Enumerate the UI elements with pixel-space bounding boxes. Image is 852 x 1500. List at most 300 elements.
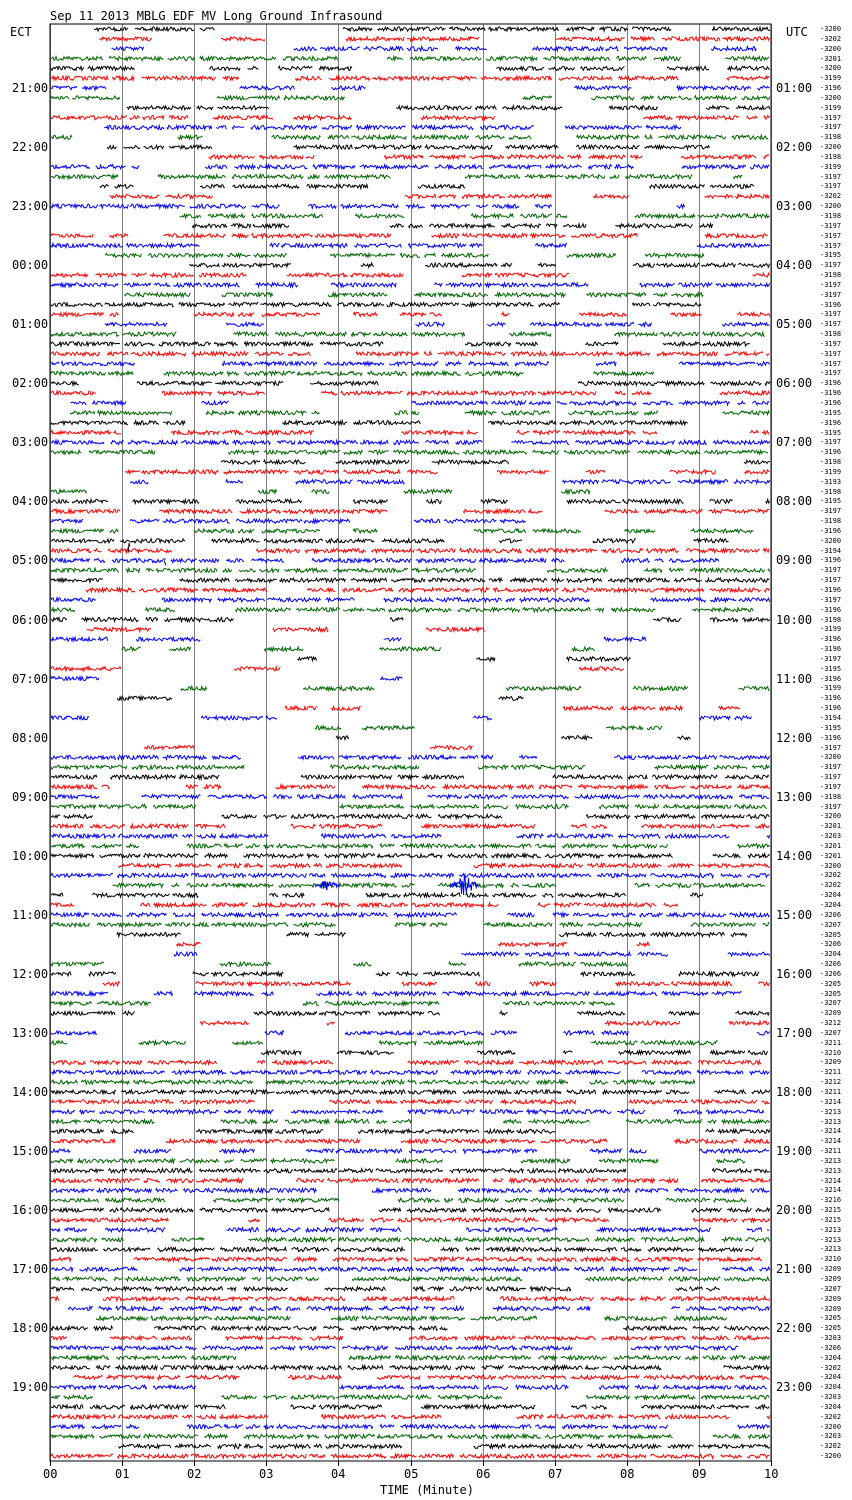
row-offset-label: -3214 <box>820 1137 842 1146</box>
trace-row-69 <box>285 706 740 710</box>
trace-row-139 <box>51 1395 769 1399</box>
row-offset-label: -3196 <box>820 526 842 535</box>
trace-row-116 <box>51 1169 770 1173</box>
trace-row-141 <box>51 1415 770 1419</box>
row-offset-label: -3213 <box>820 1117 842 1126</box>
row-offset-label: -3198 <box>820 487 842 496</box>
trace-row-72 <box>336 736 690 740</box>
row-offset-label: -3214 <box>820 1097 842 1106</box>
trace-row-24 <box>189 263 769 267</box>
trace-row-133 <box>51 1336 769 1340</box>
trace-row-128 <box>51 1287 720 1291</box>
trace-row-143 <box>51 1434 770 1438</box>
row-offset-label: -3198 <box>820 212 842 220</box>
trace-row-100 <box>51 1011 769 1015</box>
row-offset-label: -3206 <box>820 910 842 919</box>
ect-hour-label: 12:00 <box>12 966 49 981</box>
trace-row-77 <box>51 785 770 789</box>
row-offset-label: -3205 <box>820 1314 842 1323</box>
row-offset-label: -3196 <box>820 586 842 595</box>
row-offset-label: -3197 <box>820 654 842 663</box>
ect-hour-label: 17:00 <box>12 1262 49 1277</box>
row-offset-label: -3197 <box>820 231 842 240</box>
utc-hour-label: 09:00 <box>776 553 813 568</box>
row-offset-label: -3202 <box>820 34 842 43</box>
row-offset-label: -3207 <box>820 1028 842 1037</box>
row-offset-label: -3197 <box>820 507 842 516</box>
trace-row-13 <box>209 155 770 159</box>
row-offset-label: -3195 <box>820 408 842 417</box>
row-offset-label: -3196 <box>820 635 842 644</box>
row-offset-label: -3197 <box>820 113 842 122</box>
trace-row-54 <box>51 558 719 562</box>
trace-row-53 <box>51 549 769 553</box>
trace-row-73 <box>144 746 473 750</box>
x-tick-label: 04 <box>331 1467 346 1481</box>
row-offset-label: -3197 <box>820 369 842 378</box>
row-offset-label: -3197 <box>820 763 842 772</box>
utc-hour-label: 01:00 <box>776 81 813 96</box>
row-offset-label: -3207 <box>820 1284 842 1293</box>
trace-row-122 <box>51 1228 769 1232</box>
trace-row-101 <box>200 1021 769 1025</box>
trace-row-83 <box>51 844 770 848</box>
trace-row-39 <box>70 411 770 415</box>
row-offset-label: -3214 <box>820 1186 842 1195</box>
trace-row-123 <box>51 1238 769 1242</box>
trace-row-107 <box>51 1080 695 1084</box>
row-offset-label: -3196 <box>820 674 842 683</box>
row-offset-label: -3207 <box>820 999 842 1008</box>
ect-hour-label: 04:00 <box>12 494 49 509</box>
trace-row-15 <box>51 175 742 179</box>
ect-hour-label: 08:00 <box>12 730 49 745</box>
row-offset-label: -3204 <box>820 891 842 900</box>
trace-row-59 <box>51 608 753 612</box>
trace-row-18 <box>51 204 685 208</box>
trace-row-60 <box>51 618 770 622</box>
ect-hour-label: 16:00 <box>12 1203 49 1218</box>
row-offset-label: -3203 <box>820 832 842 841</box>
trace-row-87 <box>113 883 766 887</box>
trace-row-22 <box>51 243 770 247</box>
trace-row-112 <box>51 1129 770 1133</box>
trace-row-90 <box>51 913 770 917</box>
trace-row-43 <box>51 450 768 454</box>
trace-row-44 <box>221 460 770 464</box>
trace-row-74 <box>51 755 770 759</box>
row-offset-label: -3203 <box>820 1432 842 1441</box>
row-offset-label: -3215 <box>820 1215 842 1224</box>
row-offset-label: -3197 <box>820 221 842 230</box>
row-offset-label: -3198 <box>820 271 842 280</box>
x-tick-label: 03 <box>259 1467 274 1481</box>
trace-row-35 <box>51 371 654 375</box>
utc-hour-label: 10:00 <box>776 612 813 627</box>
trace-row-118 <box>51 1188 769 1192</box>
row-offset-label: -3196 <box>820 300 842 309</box>
row-offset-label: -3204 <box>820 1373 842 1382</box>
row-offset-label: -3196 <box>820 605 842 614</box>
right-axis-label: UTC <box>786 25 808 39</box>
left-axis-label: ECT <box>10 25 32 39</box>
trace-row-109 <box>51 1100 770 1104</box>
utc-hour-label: 23:00 <box>776 1380 813 1395</box>
row-offset-label: -3211 <box>820 1068 842 1077</box>
trace-row-127 <box>51 1277 770 1281</box>
trace-row-52 <box>51 539 729 543</box>
utc-hour-label: 13:00 <box>776 789 813 804</box>
row-offset-label: -3197 <box>820 172 842 181</box>
row-offset-label: -3204 <box>820 1353 842 1362</box>
trace-row-41 <box>51 430 769 434</box>
row-offset-label: -3196 <box>820 704 842 713</box>
row-offset-label: -3206 <box>820 960 842 969</box>
row-offset-label: -3200 <box>820 64 842 73</box>
trace-row-119 <box>51 1198 747 1202</box>
row-offset-label: -3200 <box>820 93 842 102</box>
row-offset-label: -3200 <box>820 202 842 211</box>
trace-row-96 <box>51 972 759 976</box>
trace-row-36 <box>51 381 770 385</box>
trace-row-113 <box>51 1139 770 1143</box>
ect-hour-label: 06:00 <box>12 612 49 627</box>
trace-row-56 <box>51 578 769 582</box>
trace-row-25 <box>51 273 769 277</box>
row-offset-label: -3210 <box>820 1048 842 1057</box>
row-offset-label: -3197 <box>820 339 842 348</box>
trace-row-126 <box>51 1267 770 1271</box>
row-offset-label: -3196 <box>820 733 842 742</box>
trace-row-2 <box>112 47 757 51</box>
utc-hour-label: 12:00 <box>776 730 813 745</box>
trace-row-124 <box>51 1247 753 1251</box>
x-tick-label: 06 <box>476 1467 491 1481</box>
row-offset-label: -3197 <box>820 576 842 585</box>
row-offset-label: -3209 <box>820 1304 842 1313</box>
row-offset-label: -3198 <box>820 517 842 526</box>
trace-row-99 <box>51 1001 615 1005</box>
trace-row-68 <box>117 696 523 700</box>
trace-row-145 <box>51 1454 769 1458</box>
row-offset-label: -3200 <box>820 536 842 545</box>
ect-hour-label: 05:00 <box>12 553 49 568</box>
plot-frame <box>50 24 771 1461</box>
row-offset-label: -3200 <box>820 143 842 152</box>
trace-row-17 <box>109 194 769 198</box>
trace-row-34 <box>51 362 770 366</box>
trace-row-144 <box>119 1444 770 1448</box>
trace-row-79 <box>51 805 767 809</box>
trace-row-33 <box>51 352 770 356</box>
row-offset-label: -3204 <box>820 1402 842 1411</box>
row-offset-label: -3197 <box>820 359 842 368</box>
row-offset-label: -3205 <box>820 1324 842 1333</box>
minute-gridlines <box>51 24 772 1461</box>
ect-hour-label: 11:00 <box>12 907 49 922</box>
trace-row-37 <box>51 391 770 395</box>
trace-row-132 <box>51 1326 769 1330</box>
ect-hour-label: 13:00 <box>12 1025 49 1040</box>
trace-row-121 <box>51 1218 770 1222</box>
x-tick-label: 08 <box>620 1467 635 1481</box>
row-offset-label: -3197 <box>820 123 842 132</box>
row-offset-label: -3197 <box>820 261 842 270</box>
row-offset-label: -3199 <box>820 103 842 112</box>
utc-hour-label: 04:00 <box>776 258 813 273</box>
trace-row-49 <box>51 509 770 513</box>
trace-row-62 <box>51 637 646 641</box>
trace-row-11 <box>51 135 768 139</box>
row-offset-label: -3213 <box>820 1225 842 1234</box>
event-burst-3 <box>164 561 165 566</box>
trace-row-67 <box>181 686 770 690</box>
trace-row-125 <box>51 1257 762 1261</box>
ect-hour-label: 15:00 <box>12 1144 49 1159</box>
x-tick-label: 07 <box>548 1467 563 1481</box>
trace-row-66 <box>51 677 402 681</box>
row-offset-label: -3202 <box>820 1442 842 1451</box>
utc-hour-label: 03:00 <box>776 199 813 214</box>
trace-row-104 <box>261 1051 768 1055</box>
trace-row-12 <box>107 145 709 149</box>
trace-row-134 <box>51 1346 738 1350</box>
trace-row-45 <box>125 470 770 474</box>
trace-row-78 <box>51 795 769 799</box>
row-offset-label: -3209 <box>820 1294 842 1303</box>
utc-hour-label: 19:00 <box>776 1144 813 1159</box>
ect-hour-label: 07:00 <box>12 671 49 686</box>
trace-row-20 <box>192 224 712 228</box>
row-offset-label: -3197 <box>820 320 842 329</box>
row-offset-label: -3196 <box>820 379 842 388</box>
trace-row-21 <box>51 234 768 238</box>
ect-hour-label: 19:00 <box>12 1380 49 1395</box>
utc-hour-label: 08:00 <box>776 494 813 509</box>
trace-row-58 <box>51 598 770 602</box>
x-tick-label: 01 <box>115 1467 130 1481</box>
row-offset-label: -3202 <box>820 871 842 880</box>
x-tick-label: 09 <box>692 1467 707 1481</box>
row-offset-label: -3201 <box>820 851 842 860</box>
trace-row-115 <box>51 1159 745 1163</box>
trace-row-129 <box>51 1297 770 1301</box>
row-offset-label: -3199 <box>820 162 842 171</box>
row-offset-label: -3202 <box>820 1363 842 1372</box>
trace-row-63 <box>122 647 595 651</box>
ect-hour-label: 01:00 <box>12 317 49 332</box>
row-offset-label: -3209 <box>820 1009 842 1018</box>
trace-row-130 <box>68 1306 769 1310</box>
row-offset-label: -3197 <box>820 438 842 447</box>
trace-row-86 <box>51 873 769 877</box>
utc-hour-label: 20:00 <box>776 1203 813 1218</box>
utc-hour-label: 17:00 <box>776 1025 813 1040</box>
row-offset-label: -3197 <box>820 566 842 575</box>
trace-row-46 <box>130 480 770 484</box>
row-offset-label: -3196 <box>820 418 842 427</box>
row-offset-label: -3197 <box>820 241 842 250</box>
trace-row-105 <box>51 1060 761 1064</box>
row-offset-label: -3213 <box>820 1156 842 1165</box>
row-offset-label: -3198 <box>820 152 842 161</box>
event-burst-0 <box>316 881 340 890</box>
row-offset-label: -3209 <box>820 1058 842 1067</box>
row-offset-label: -3197 <box>820 280 842 289</box>
trace-row-10 <box>104 125 681 129</box>
trace-row-108 <box>51 1090 770 1094</box>
trace-row-48 <box>51 499 770 503</box>
trace-row-5 <box>51 76 769 80</box>
row-offset-label: -3211 <box>820 1038 842 1047</box>
trace-row-110 <box>51 1110 764 1114</box>
trace-row-85 <box>119 864 770 868</box>
trace-row-31 <box>51 332 769 336</box>
trace-row-111 <box>51 1119 770 1123</box>
utc-hour-label: 16:00 <box>776 966 813 981</box>
trace-row-138 <box>51 1385 767 1389</box>
trace-row-95 <box>51 962 628 966</box>
trace-row-9 <box>51 116 770 120</box>
row-offset-label: -3210 <box>820 1255 842 1264</box>
row-offset-label: -3204 <box>820 900 842 909</box>
row-offset-label: -3197 <box>820 182 842 191</box>
row-offset-label: -3200 <box>820 1422 842 1431</box>
row-offset-label: -3195 <box>820 723 842 732</box>
row-offset-label: -3194 <box>820 546 842 555</box>
trace-row-117 <box>51 1179 770 1183</box>
trace-row-94 <box>174 952 770 956</box>
row-offset-label: -3204 <box>820 950 842 959</box>
trace-row-65 <box>51 667 624 671</box>
row-offset-label: -3196 <box>820 84 842 93</box>
row-offset-label: -3213 <box>820 1107 842 1116</box>
row-offset-label: -3213 <box>820 1235 842 1244</box>
utc-hour-label: 06:00 <box>776 376 813 391</box>
ect-hour-label: 18:00 <box>12 1321 49 1336</box>
row-offset-label: -3216 <box>820 1196 842 1205</box>
trace-row-142 <box>51 1425 770 1429</box>
trace-row-140 <box>51 1405 769 1409</box>
trace-row-55 <box>51 568 770 572</box>
trace-row-16 <box>100 184 754 188</box>
row-offset-label: -3195 <box>820 497 842 506</box>
row-offset-label: -3196 <box>820 556 842 565</box>
ect-hour-label: 10:00 <box>12 848 49 863</box>
row-offset-label: -3198 <box>820 792 842 801</box>
row-offset-label: -3195 <box>820 428 842 437</box>
row-offset-label: -3202 <box>820 1412 842 1421</box>
row-offset-label: -3199 <box>820 467 842 476</box>
trace-row-71 <box>315 726 662 730</box>
trace-row-27 <box>124 293 703 297</box>
ect-hour-label: 23:00 <box>12 199 49 214</box>
trace-row-114 <box>51 1149 769 1153</box>
ect-hour-label: 22:00 <box>12 140 49 155</box>
trace-row-76 <box>51 775 769 779</box>
row-offset-label: -3213 <box>820 1245 842 1254</box>
ect-hour-label: 03:00 <box>12 435 49 450</box>
trace-row-80 <box>51 814 769 818</box>
trace-row-30 <box>105 322 770 326</box>
utc-hour-label: 21:00 <box>776 1262 813 1277</box>
row-offset-label: -3211 <box>820 1147 842 1156</box>
trace-row-93 <box>177 942 650 946</box>
x-axis-title: TIME (Minute) <box>380 1483 474 1497</box>
row-offset-label: -3200 <box>820 44 842 53</box>
row-offset-label: -3199 <box>820 625 842 634</box>
row-offset-label: -3195 <box>820 664 842 673</box>
row-offset-label: -3212 <box>820 1078 842 1087</box>
trace-row-28 <box>51 303 701 307</box>
row-offset-label: -3200 <box>820 25 842 33</box>
row-offset-label: -3205 <box>820 989 842 998</box>
row-offset-label: -3200 <box>820 861 842 870</box>
trace-row-135 <box>51 1356 770 1360</box>
row-offset-label: -3197 <box>820 802 842 811</box>
chart-title: Sep 11 2013 MBLG EDF MV Long Ground Infrasound <box>50 9 383 23</box>
trace-row-51 <box>51 529 754 533</box>
trace-row-120 <box>51 1208 770 1212</box>
row-offset-label: -3203 <box>820 1334 842 1343</box>
ect-hour-label: 14:00 <box>12 1084 49 1099</box>
utc-hour-label: 11:00 <box>776 671 813 686</box>
ect-hour-label: 02:00 <box>12 376 49 391</box>
x-tick-label: 02 <box>187 1467 202 1481</box>
row-offset-label: -3198 <box>820 458 842 467</box>
row-offset-label: -3201 <box>820 54 842 63</box>
row-offset-label: -3209 <box>820 1265 842 1274</box>
trace-row-84 <box>51 854 770 858</box>
trace-row-0 <box>94 27 770 31</box>
trace-row-136 <box>51 1366 770 1370</box>
row-offset-label: -3200 <box>820 753 842 762</box>
row-offset-label: -3205 <box>820 930 842 939</box>
trace-row-98 <box>51 992 742 996</box>
row-offset-label: -3197 <box>820 595 842 604</box>
trace-row-61 <box>87 627 485 631</box>
utc-hour-label: 14:00 <box>776 848 813 863</box>
utc-hour-label: 05:00 <box>776 317 813 332</box>
row-offset-label: -3194 <box>820 713 842 722</box>
trace-row-6 <box>51 86 769 90</box>
row-offset-label: -3198 <box>820 330 842 339</box>
row-offset-label: -3206 <box>820 940 842 949</box>
row-offset-label: -3212 <box>820 1019 842 1028</box>
row-offset-label: -3198 <box>820 615 842 624</box>
trace-row-89 <box>51 903 678 907</box>
trace-row-102 <box>51 1031 770 1035</box>
trace-row-38 <box>71 401 770 405</box>
trace-row-81 <box>51 824 769 828</box>
row-offset-label: -3209 <box>820 1274 842 1283</box>
row-offset-label: -3215 <box>820 1206 842 1215</box>
row-offset-label: -3197 <box>820 782 842 791</box>
row-offset-label: -3202 <box>820 192 842 201</box>
trace-group <box>51 27 770 1458</box>
row-offset-label: -3206 <box>820 969 842 978</box>
trace-row-64 <box>298 657 631 661</box>
utc-hour-label: 15:00 <box>776 907 813 922</box>
utc-hour-label: 07:00 <box>776 435 813 450</box>
trace-row-75 <box>51 765 769 769</box>
trace-row-7 <box>51 96 770 100</box>
trace-row-92 <box>117 933 747 937</box>
trace-row-40 <box>51 421 688 425</box>
row-offset-label: -3201 <box>820 822 842 831</box>
trace-row-70 <box>51 716 751 720</box>
trace-row-42 <box>51 440 770 444</box>
